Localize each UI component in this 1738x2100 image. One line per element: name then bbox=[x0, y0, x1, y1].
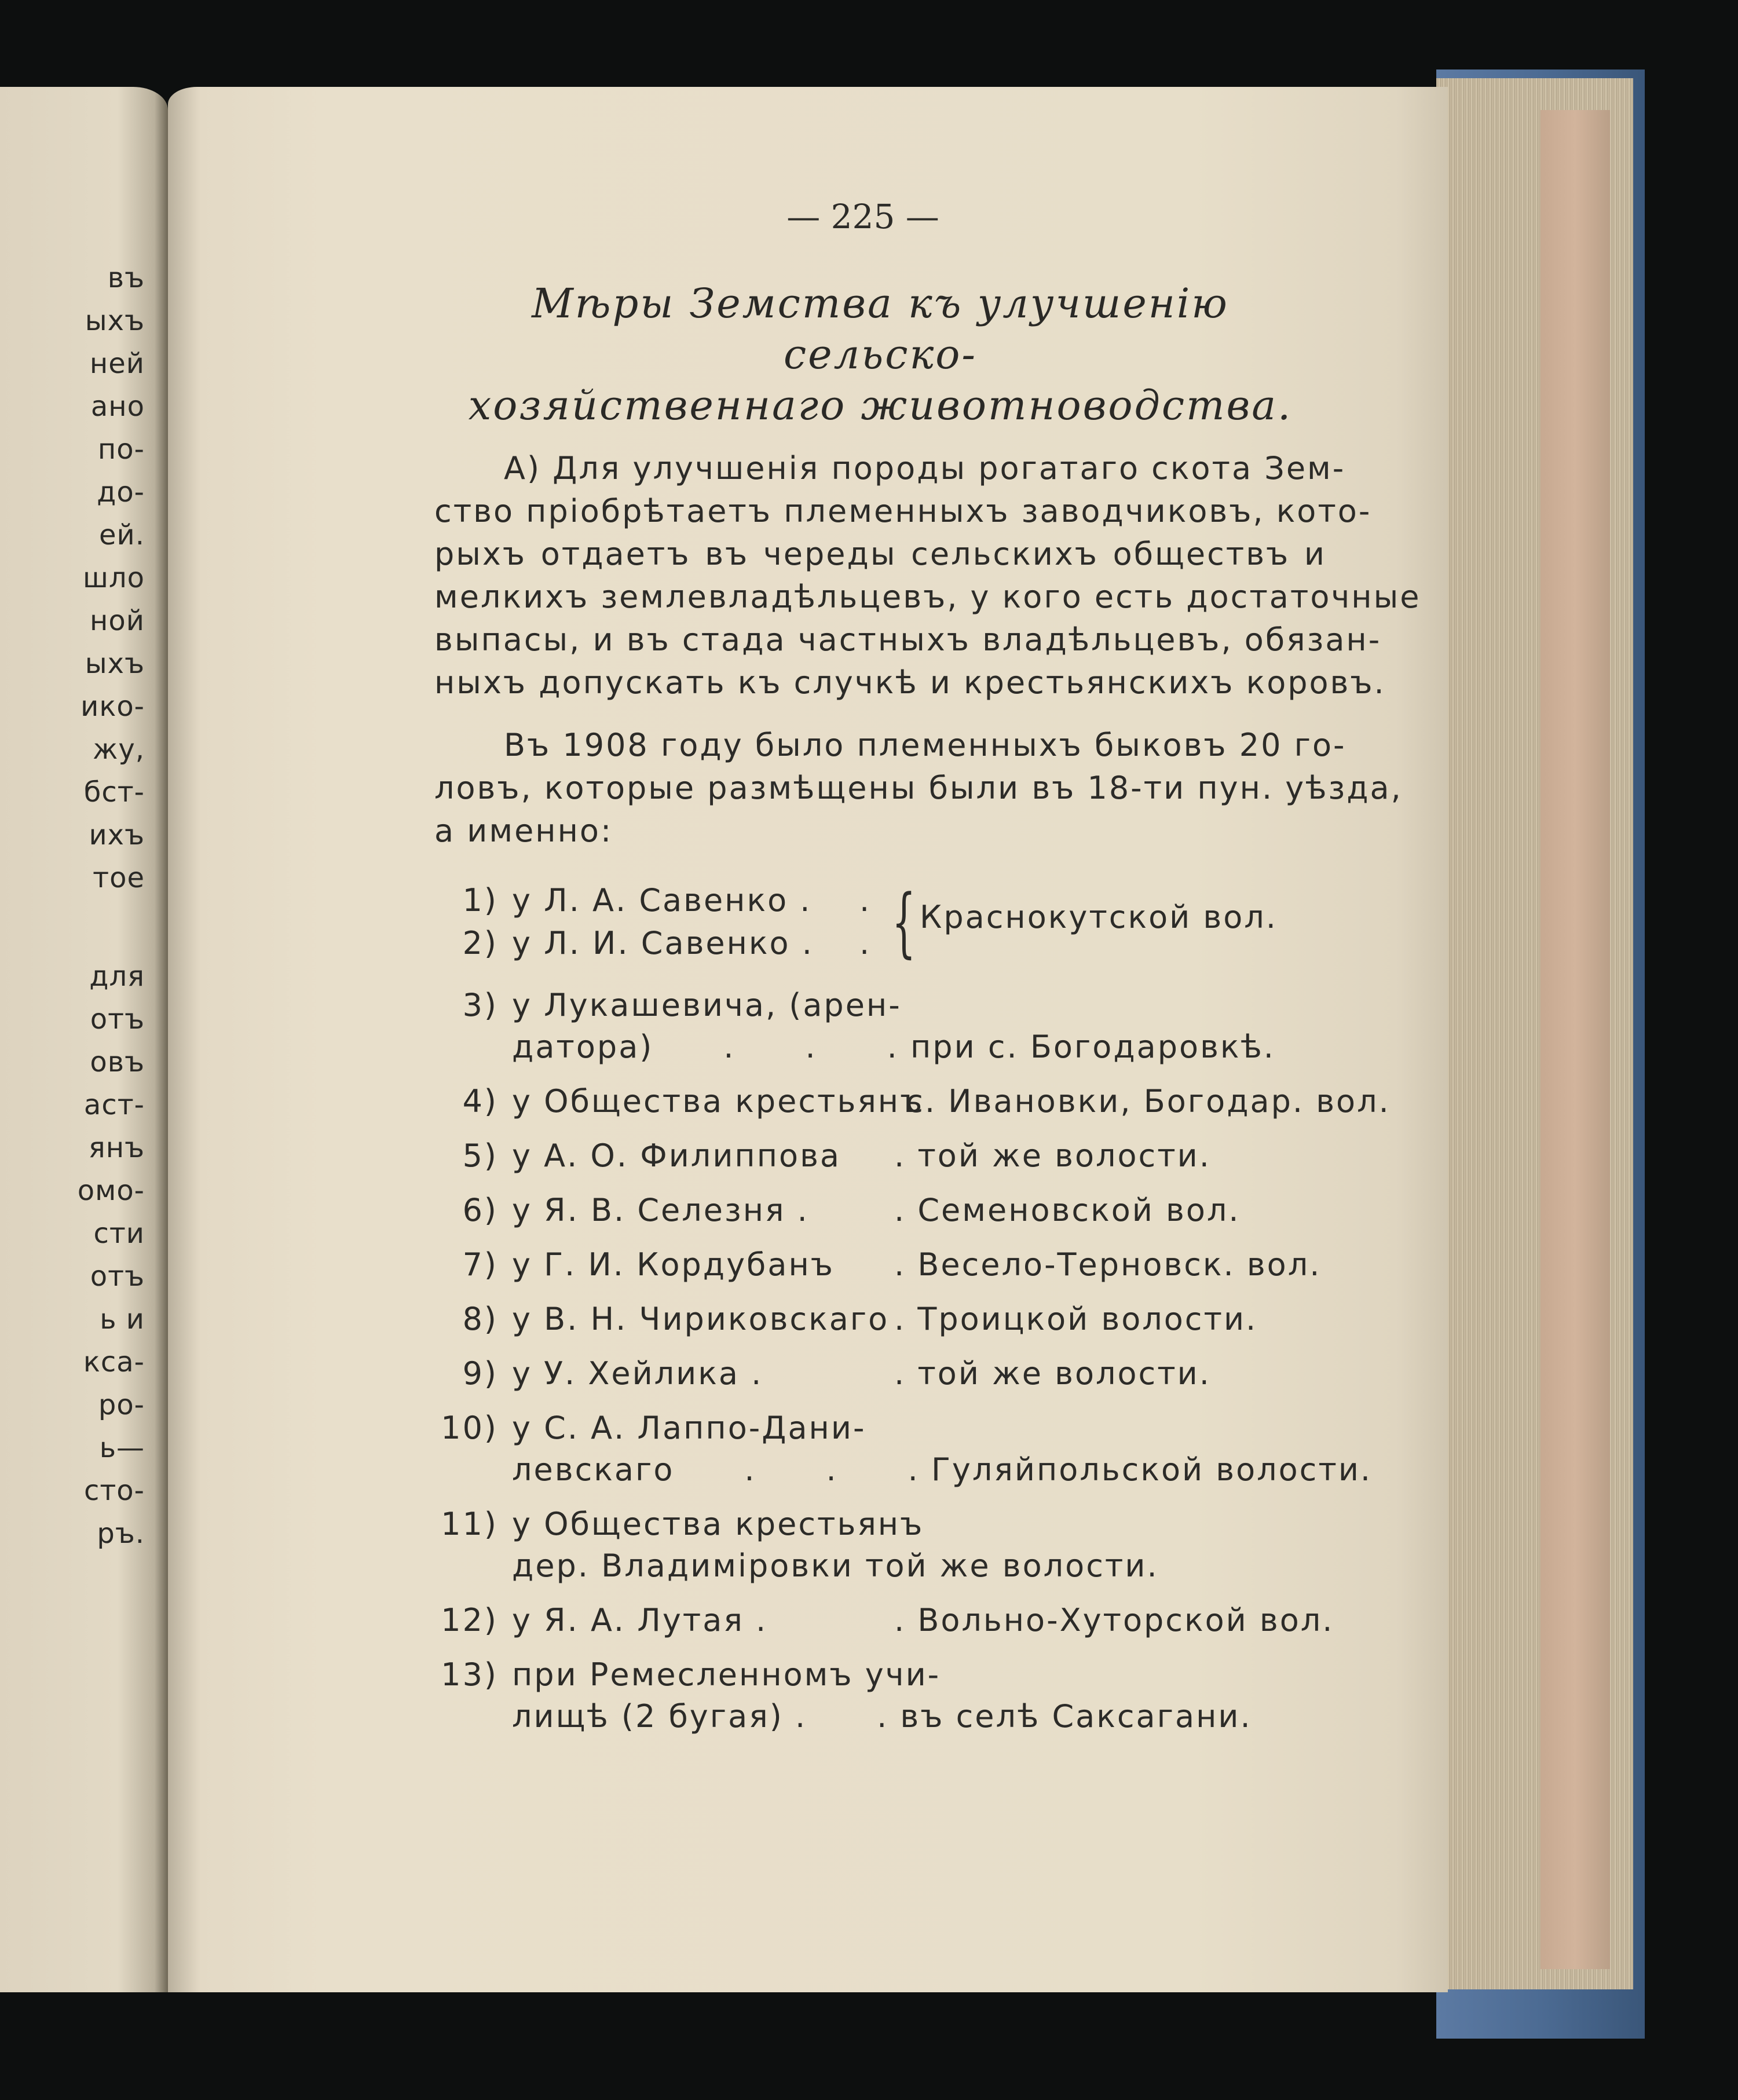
breeder-list bbox=[434, 878, 1391, 1737]
item-number: 5) bbox=[462, 1137, 498, 1174]
breeder-group bbox=[434, 879, 1326, 965]
left-page-fragment: для bbox=[89, 960, 145, 993]
list-item bbox=[434, 1081, 1391, 1122]
left-page-fragment: ей. bbox=[99, 519, 145, 551]
heading-line: Мѣры Земства къ улучшенію сельско- bbox=[532, 280, 1229, 378]
item-dot: . bbox=[859, 925, 872, 961]
list-item-row bbox=[434, 1081, 1391, 1122]
list-item-row bbox=[434, 1135, 1326, 1177]
left-page-fragment: ико- bbox=[81, 690, 145, 723]
left-page-fragment: ыхъ bbox=[85, 647, 145, 680]
list-item bbox=[434, 1244, 1326, 1286]
item-location: . Семеновской вол. bbox=[894, 1192, 1241, 1228]
endpaper bbox=[1541, 110, 1610, 1969]
page-number: — 225 — bbox=[786, 197, 939, 236]
left-page-fragment: бст- bbox=[83, 776, 145, 808]
list-item-row bbox=[434, 1353, 1326, 1395]
item-location: . Троицкой волости. bbox=[894, 1301, 1258, 1337]
list-item bbox=[434, 1407, 1373, 1491]
text-line: выпасы, и въ стада частныхъ владѣльцевъ, обязан- bbox=[434, 621, 1382, 658]
left-page-fragment: ней bbox=[89, 347, 145, 380]
left-page-fragment: до- bbox=[97, 476, 145, 508]
left-page-fragment: аст- bbox=[83, 1089, 145, 1121]
left-page-text-fragments bbox=[6, 261, 145, 1559]
item-number: 2) bbox=[462, 925, 498, 961]
list-item bbox=[434, 1135, 1326, 1177]
left-page-fragment: жу, bbox=[93, 733, 145, 766]
heading-line: хозяйственнаго животноводства. bbox=[468, 382, 1293, 429]
breeder-entries bbox=[434, 985, 1391, 1737]
item-owner: у Общества крестьянъ bbox=[512, 1083, 924, 1119]
list-item bbox=[434, 985, 1326, 1068]
left-page-fragment: въ bbox=[107, 262, 145, 294]
text-line: а именно: bbox=[434, 813, 613, 849]
item-owner: у С. А. Лаппо-Дани- bbox=[512, 1410, 866, 1446]
item-number: 10) bbox=[441, 1410, 498, 1446]
list-item bbox=[434, 1298, 1326, 1340]
left-page bbox=[0, 87, 168, 1992]
section-heading bbox=[434, 278, 1326, 431]
list-item-row bbox=[434, 1190, 1326, 1231]
item-location: . Вольно-Хуторской вол. bbox=[894, 1602, 1334, 1638]
page-text bbox=[434, 278, 1421, 1750]
item-dot: . bbox=[859, 882, 872, 919]
left-page-fragment: ръ. bbox=[97, 1517, 145, 1550]
item-owner: у В. Н. Чириковскаго bbox=[512, 1301, 890, 1337]
left-page-fragment: отъ bbox=[90, 1260, 145, 1293]
item-location: с. Ивановки, Богодар. вол. bbox=[894, 1083, 1391, 1119]
item-continuation: дер. Владиміровки той же волости. bbox=[512, 1547, 1159, 1584]
item-owner: у Я. А. Лутая . bbox=[512, 1602, 768, 1638]
item-location: Краснокутской вол. bbox=[920, 899, 1278, 935]
list-item-row bbox=[434, 1503, 1326, 1545]
item-owner: при Ремесленномъ учи- bbox=[512, 1656, 941, 1693]
brace-icon: { bbox=[892, 878, 917, 966]
item-number: 12) bbox=[441, 1602, 498, 1638]
paragraph-b bbox=[434, 724, 1403, 853]
list-item bbox=[434, 1190, 1326, 1231]
left-page-fragment: по- bbox=[97, 433, 145, 466]
list-item bbox=[434, 1503, 1326, 1587]
list-item bbox=[434, 1600, 1334, 1641]
item-number: 7) bbox=[462, 1246, 498, 1283]
text-line: ство пріобрѣтаетъ племенныхъ заводчиковъ, кото- bbox=[434, 493, 1372, 529]
text-line: мелкихъ землевладѣльцевъ, у кого есть достаточные bbox=[434, 579, 1421, 615]
text-line: Въ 1908 году было племенныхъ быковъ 20 го- bbox=[504, 727, 1347, 763]
left-page-fragment: ной bbox=[90, 605, 145, 637]
item-number: 3) bbox=[462, 987, 498, 1023]
left-page-fragment: ро- bbox=[98, 1389, 145, 1421]
list-item-row bbox=[434, 985, 1326, 1026]
paragraph-a bbox=[434, 447, 1421, 704]
left-page-fragment: шло bbox=[83, 562, 145, 594]
item-owner: у А. О. Филиппова bbox=[512, 1137, 841, 1174]
left-page-fragment: тое bbox=[93, 862, 145, 894]
item-number: 6) bbox=[462, 1192, 498, 1228]
list-item-row bbox=[434, 1654, 1326, 1696]
item-number: 4) bbox=[462, 1083, 498, 1119]
left-page-fragment: сти bbox=[93, 1217, 145, 1250]
list-item-row bbox=[434, 1298, 1326, 1340]
item-owner: у У. Хейлика . bbox=[512, 1355, 763, 1392]
item-number: 8) bbox=[462, 1301, 498, 1337]
text-line: ловъ, которые размѣщены были въ 18-ти пун. уѣзда, bbox=[434, 770, 1403, 806]
list-item-row bbox=[434, 1407, 1326, 1449]
item-continuation: левскаго . . . Гуляйпольской волости. bbox=[512, 1451, 1373, 1488]
item-owner: у Лукашевича, (арен- bbox=[512, 987, 902, 1023]
item-number: 13) bbox=[441, 1656, 498, 1693]
list-item-row bbox=[434, 1244, 1326, 1286]
left-page-fragment: ь и bbox=[100, 1303, 145, 1336]
item-number: 11) bbox=[441, 1506, 498, 1542]
item-owner: у Л. А. Савенко . bbox=[512, 882, 812, 919]
left-page-fragment bbox=[6, 903, 145, 959]
text-line: рыхъ отдаетъ въ череды сельскихъ обществъ и bbox=[434, 536, 1326, 572]
left-page-fragment: кса- bbox=[83, 1346, 145, 1378]
left-page-fragment: овъ bbox=[90, 1046, 145, 1078]
item-location: . той же волости. bbox=[894, 1355, 1211, 1392]
left-page-fragment: сто- bbox=[83, 1475, 145, 1507]
item-number: 9) bbox=[462, 1355, 498, 1392]
left-page-fragment: омо- bbox=[77, 1175, 145, 1207]
list-item bbox=[434, 1353, 1326, 1395]
text-line: ныхъ допускать къ случкѣ и крестьянскихъ коровъ. bbox=[434, 664, 1386, 701]
item-number: 1) bbox=[462, 882, 498, 919]
left-page-fragment: ыхъ bbox=[85, 305, 145, 337]
list-item-row bbox=[434, 1600, 1334, 1641]
left-page-fragment: ь— bbox=[99, 1432, 145, 1464]
item-owner: у Я. В. Селезня . bbox=[512, 1192, 809, 1228]
list-item bbox=[434, 1654, 1326, 1737]
item-continuation: лищѣ (2 бугая) . . въ селѣ Саксагани. bbox=[512, 1698, 1252, 1735]
left-page-fragment: ихъ bbox=[89, 819, 145, 851]
main-page bbox=[168, 87, 1448, 1992]
left-page-fragment: янъ bbox=[88, 1132, 145, 1164]
item-location: . Весело-Терновск. вол. bbox=[894, 1246, 1322, 1283]
item-owner: у Общества крестьянъ bbox=[512, 1506, 924, 1542]
item-location: . той же волости. bbox=[894, 1137, 1211, 1174]
item-continuation: датора) . . . при с. Богодаровкѣ. bbox=[512, 1029, 1275, 1065]
item-owner: у Г. И. Кордубанъ bbox=[512, 1246, 835, 1283]
text-line: А) Для улучшенія породы рогатаго скота Зем- bbox=[504, 450, 1346, 486]
left-page-fragment: ано bbox=[90, 390, 145, 423]
item-owner: у Л. И. Савенко . bbox=[512, 925, 814, 961]
left-page-fragment: отъ bbox=[90, 1003, 145, 1036]
